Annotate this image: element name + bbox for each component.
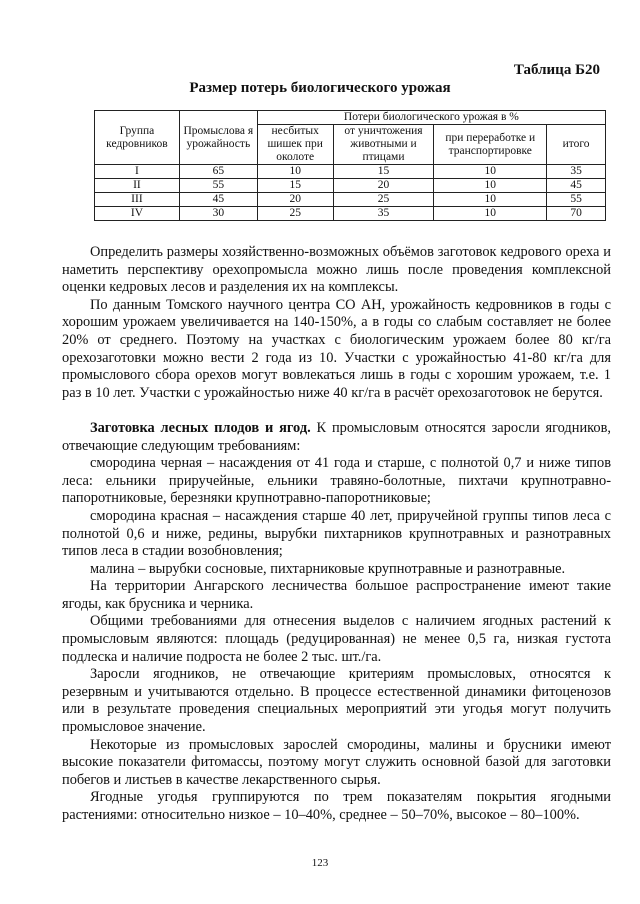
table-cell: 10 [434,165,547,179]
table-cell: 25 [333,193,434,207]
table-cell: 70 [547,207,606,221]
paragraph: смородина красная – насаждения старше 40 лет, приручейной группы типов леса с полнотой 0,6 и ниже, редины, вырубки пихтарников крупнотравных и разнотравных типов леса в стадии возобновления; [62,507,611,560]
table-row [95,179,606,193]
table-cell: 65 [179,165,257,179]
header-sub: при переработке и транспортировке [434,125,547,165]
paragraph: малина – вырубки сосновые, пихтарниковые крупнотравные и разнотравные. [90,560,566,577]
paragraph: Ягодные угодья группируются по трем показателям покрытия ягодными растениями: относительно низкое – 10–40%, среднее – 50–70%, высокое – 80–100%. [62,789,611,823]
table-row [95,165,606,179]
paragraph: смородина черная – насаждения от 41 года и старше, с полнотой 0,7 и ниже типов леса: ельники приручейные, ельники травяно-болотные, пихтачи крупнотравно-папоротниковые, березняки крупнотравно-папоротниковые; [62,455,611,507]
header-yield: Промыслова я урожайность [179,111,257,165]
table-cell: 15 [257,179,333,193]
table-cell: 10 [434,179,547,193]
table-row [95,207,606,221]
paragraph: На территории Ангарского лесничества большое распространение имеют такие ягоды, как брусника и черника. [62,578,611,612]
table-cell: 25 [257,207,333,221]
table-label: Таблица Б20 [513,62,600,78]
table-cell: I [95,165,180,179]
paragraph-text: К промысловым относятся заросли ягодников, отвечающие следующим требованиям: [62,419,611,454]
header-sub: итого [547,125,606,165]
table-cell: 10 [434,207,547,221]
table-cell: 45 [179,193,257,207]
paragraph: Определить размеры хозяйственно-возможных объёмов заготовок кедрового ореха и наметить перспективу орехопромысла можно лишь после проведения комплексной оценки кедровых лесов и разделения их на комплексы. [62,244,611,296]
section-heading: Заготовка лесных плодов и ягод. [90,419,311,436]
table-cell: 30 [179,207,257,221]
table-cell: 55 [179,179,257,193]
header-sub: от уничтожения животными и птицами [333,125,434,165]
paragraph: Некоторые из промысловых зарослей смородины, малины и брусники имеют высокие показатели фитомассы, поэтому могут служить основной базой для заготовки побегов и листьев в качестве лекарственного сырья. [62,736,611,788]
table-cell: 45 [547,179,606,193]
header-losses: Потери биологического урожая в % [257,111,605,125]
table-cell: 10 [434,193,547,207]
table-row [95,193,606,207]
paragraph: Общими требованиями для отнесения выделов с наличием ягодных растений к промысловым являются: площадь (редуцированная) не менее 0,5 га, низкая густота подлеска и наличие подроста не более 2 тыс. шт./га. [62,613,611,665]
paragraph [62,420,611,455]
table-cell: 10 [257,165,333,179]
header-group: Группа кедровников [95,111,180,165]
table-cell: 35 [333,207,434,221]
table-cell: 15 [333,165,434,179]
table-cell: 35 [547,165,606,179]
table-cell: 20 [333,179,434,193]
header-sub: несбитых шишек при околоте [257,125,333,165]
page-number: 123 [311,857,329,869]
paragraph: Заросли ягодников, не отвечающие критериям промысловых, относятся к резервным и учитываются отдельно. В процессе естественной динамики фитоценозов или в результате проведения специальных мероприятий эти угодья могут получить промысловое значение. [62,666,611,736]
table-cell: 20 [257,193,333,207]
table-cell: IV [95,207,180,221]
losses-table [94,110,606,221]
table-cell: II [95,179,180,193]
body-text [62,244,611,825]
table-cell: 55 [547,193,606,207]
paragraph: По данным Томского научного центра СО АН, урожайность кедровников в годы с хорошим урожаем увеличивается на 140-150%, а в годы со слабым составляет не более 20% от среднего. Поэтому на участках с биологическим урожаем более 80 кг/га орехозаготовки можно вести 2 года из 10. Участки с урожайностью 41-80 кг/га для промыслового сбора орехов могут вовлекаться лишь в годы с хорошим урожаем, т.е. 1 раз в 10 лет. Участки с урожайностью ниже 40 кг/га в расчёт орехозаготовок не берутся. [62,296,611,401]
table-title: Размер потерь биологического урожая [189,80,451,96]
table-cell: III [95,193,180,207]
